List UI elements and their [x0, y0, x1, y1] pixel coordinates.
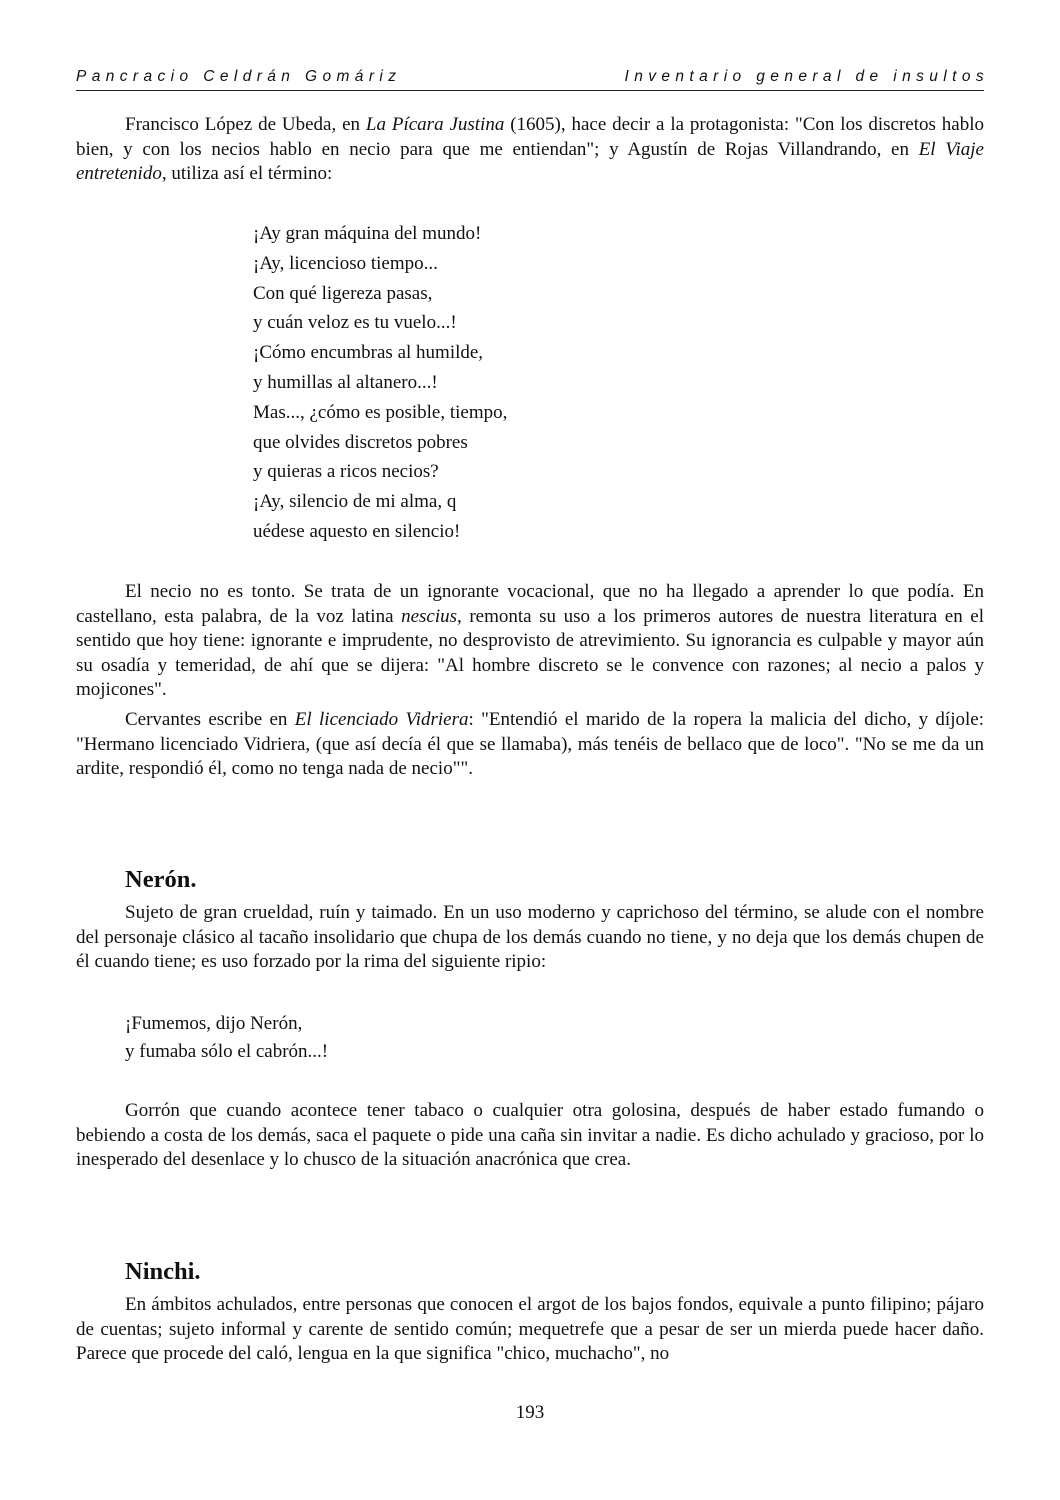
header-author: Pancracio Celdrán Gomáriz	[76, 68, 402, 85]
page-number: 193	[515, 1402, 545, 1423]
poem-line: ¡Ay, silencio de mi alma, q	[253, 491, 457, 513]
paragraph-lopez-de-ubeda: Francisco López de Ubeda, en La Pícara Justina (1605), hace decir a la protagonista: "Con los discretos hablo bien, y con los necios hablo en necio para que me entiendan"; y Agustín de Rojas Villandrando, en El Viaje entretenido, utiliza así el término:	[76, 114, 984, 184]
work-title-licenciado-vidriera: El licenciado Vidriera	[294, 709, 469, 730]
paragraph-gorron: Gorrón que cuando acontece tener tabaco o cualquier otra golosina, después de haber estado fumando o bebiendo a costa de los demás, saca el paquete o pide una caña sin invitar a nadie. Es dicho achulado y gracioso, por lo inesperado del desenlace y lo chusco de la situación anacrónica que crea.	[76, 1100, 984, 1170]
poem-line: y quieras a ricos necios?	[253, 461, 439, 483]
entry-heading-neron: Nerón.	[125, 866, 197, 893]
poem-line: ¡Ay, licencioso tiempo...	[253, 252, 438, 274]
paragraph-ninchi-definition: En ámbitos achulados, entre personas que conocen el argot de los bajos fondos, equivale a punto filipino; pájaro de cuentas; sujeto informal y carente de sentido común; mequetrefe que a pesar de ser un mierda puede hacer daño. Parece que procede del caló, lengua en la que significa "chico, muchacho", no	[76, 1294, 984, 1364]
entry-heading-ninchi: Ninchi.	[125, 1258, 201, 1285]
paragraph-cervantes: Cervantes escribe en El licenciado Vidriera: "Entendió el marido de la ropera la malicia del dicho, y díjole: "Hermano licenciado Vidriera, (que así decía él que se llamaba), más tenéis de bellaco que de loco". "No se me da un ardite, respondió él, como no tenga nada de necio"".	[76, 709, 984, 779]
poem-line: ¡Cómo encumbras al humilde,	[253, 342, 484, 364]
poem-line: Con qué ligereza pasas,	[253, 282, 433, 304]
work-title-viaje-entretenido: El Viaje entretenido	[76, 138, 984, 184]
poem-line: y humillas al altanero...!	[253, 371, 438, 393]
verse-line: ¡Fumemos, dijo Nerón,	[125, 1013, 303, 1034]
poem-rojas	[253, 219, 507, 547]
poem-line: y cuán veloz es tu vuelo...!	[253, 312, 457, 334]
work-title-picara-justina: La Pícara Justina	[365, 114, 505, 135]
poem-line: ¡Ay gran máquina del mundo!	[253, 223, 482, 244]
verse-neron	[125, 1010, 328, 1066]
poem-line: que olvides discretos pobres	[253, 431, 468, 453]
poem-line: uédese aquesto en silencio!	[253, 520, 461, 542]
paragraph-neron-definition: Sujeto de gran crueldad, ruín y taimado. En un uso moderno y caprichoso del término, se alude con el nombre del personaje clásico al tacaño insolidario que chupa de los demás cuando no tiene, y no deja que los demás chupen de él cuando tiene; es uso forzado por la rima del siguiente ripio:	[76, 902, 984, 972]
paragraph-necio-definition: El necio no es tonto. Se trata de un ignorante vocacional, que no ha llegado a aprender lo que podía. En castellano, esta palabra, de la voz latina nescius, remonta su uso a los primeros autores de nuestra literatura en el sentido que hoy tiene: ignorante e imprudente, no desprovisto de atrevimiento. Su ignorancia es culpable y mayor aún su osadía y temeridad, de ahí que se dijera: "Al hombre discreto se le convence con razones; al necio a palos y mojicones".	[76, 581, 984, 700]
verse-line: y fumaba sólo el cabrón...!	[125, 1041, 329, 1062]
header-book-title: Inventario general de insultos	[624, 68, 989, 85]
latin-term-nescius: nescius	[401, 605, 458, 627]
running-header	[76, 66, 989, 91]
poem-line: Mas..., ¿cómo es posible, tiempo,	[253, 401, 508, 423]
